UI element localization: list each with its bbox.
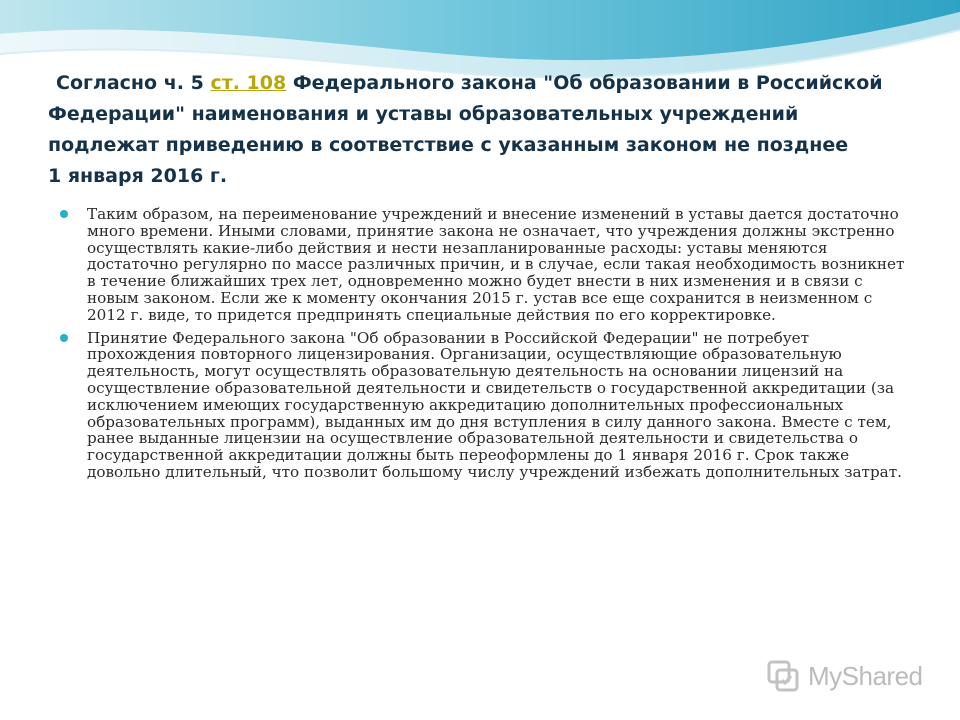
bullet-marker-icon bbox=[60, 210, 68, 218]
slide-title bbox=[48, 68, 928, 192]
title-line-1-rest: Федерального закона "Об образовании в Российской bbox=[286, 72, 883, 94]
title-line-3: подлежат приведению в соответствие с указанным законом не позднее bbox=[48, 134, 849, 156]
bullet-text: Принятие Федерального закона "Об образовании в Российской Федерации" не потребует прохождения повторного лицензирования. Организации, осуществляющие образовательную деятельность, могут осуществлять образовательную деятельность на основании лицензий на осуществление образовательной деятельности и свидетельств о государственной аккредитации (за исключением имеющих государственную аккредитацию дополнительных профессиональных образовательных программ), выданных им до дня вступления в силу данного закона. Вместе с тем, ранее выданные лицензии на осуществление образовательной деятельности и свидетельства о государственной аккредитации должны быть переоформлены до 1 января 2016 г. Срок также довольно длительный, что позволит большому числу учреждений избежать дополнительных затрат. bbox=[87, 328, 902, 481]
bullet-text: Таким образом, на переименование учреждений и внесение изменений в уставы дается достаточно много времени. Иными словами, принятие закона не означает, что учреждения должны экстренно осуществлять какие-либо действия и нести незапланированные расходы: уставы меняются достаточно регулярно по массе различных причин, и в случае, если такая необходимость возникнет в течение ближайших трех лет, одновременно можно будет внести в них изменения и в связи с новым законом. Если же к моменту окончания 2015 г. устав все еще сохранится в неизменном с 2012 г. виде, то придется предпринять специальные действия по его корректировке. bbox=[87, 205, 905, 324]
myshared-logo-icon bbox=[766, 659, 800, 693]
law-article-link[interactable]: ст. 108 bbox=[210, 72, 287, 94]
bullet-item bbox=[60, 206, 912, 324]
bullet-marker-icon bbox=[60, 334, 68, 342]
title-prefix: Согласно ч. 5 bbox=[56, 72, 211, 94]
title-line-4: 1 января 2016 г. bbox=[48, 165, 228, 187]
title-line-2: Федерации" наименования и уставы образовательных учреждений bbox=[48, 103, 799, 125]
bullet-list bbox=[60, 206, 912, 487]
myshared-watermark bbox=[766, 656, 923, 696]
watermark-text: MyShared bbox=[808, 660, 923, 691]
bullet-item bbox=[60, 330, 912, 481]
